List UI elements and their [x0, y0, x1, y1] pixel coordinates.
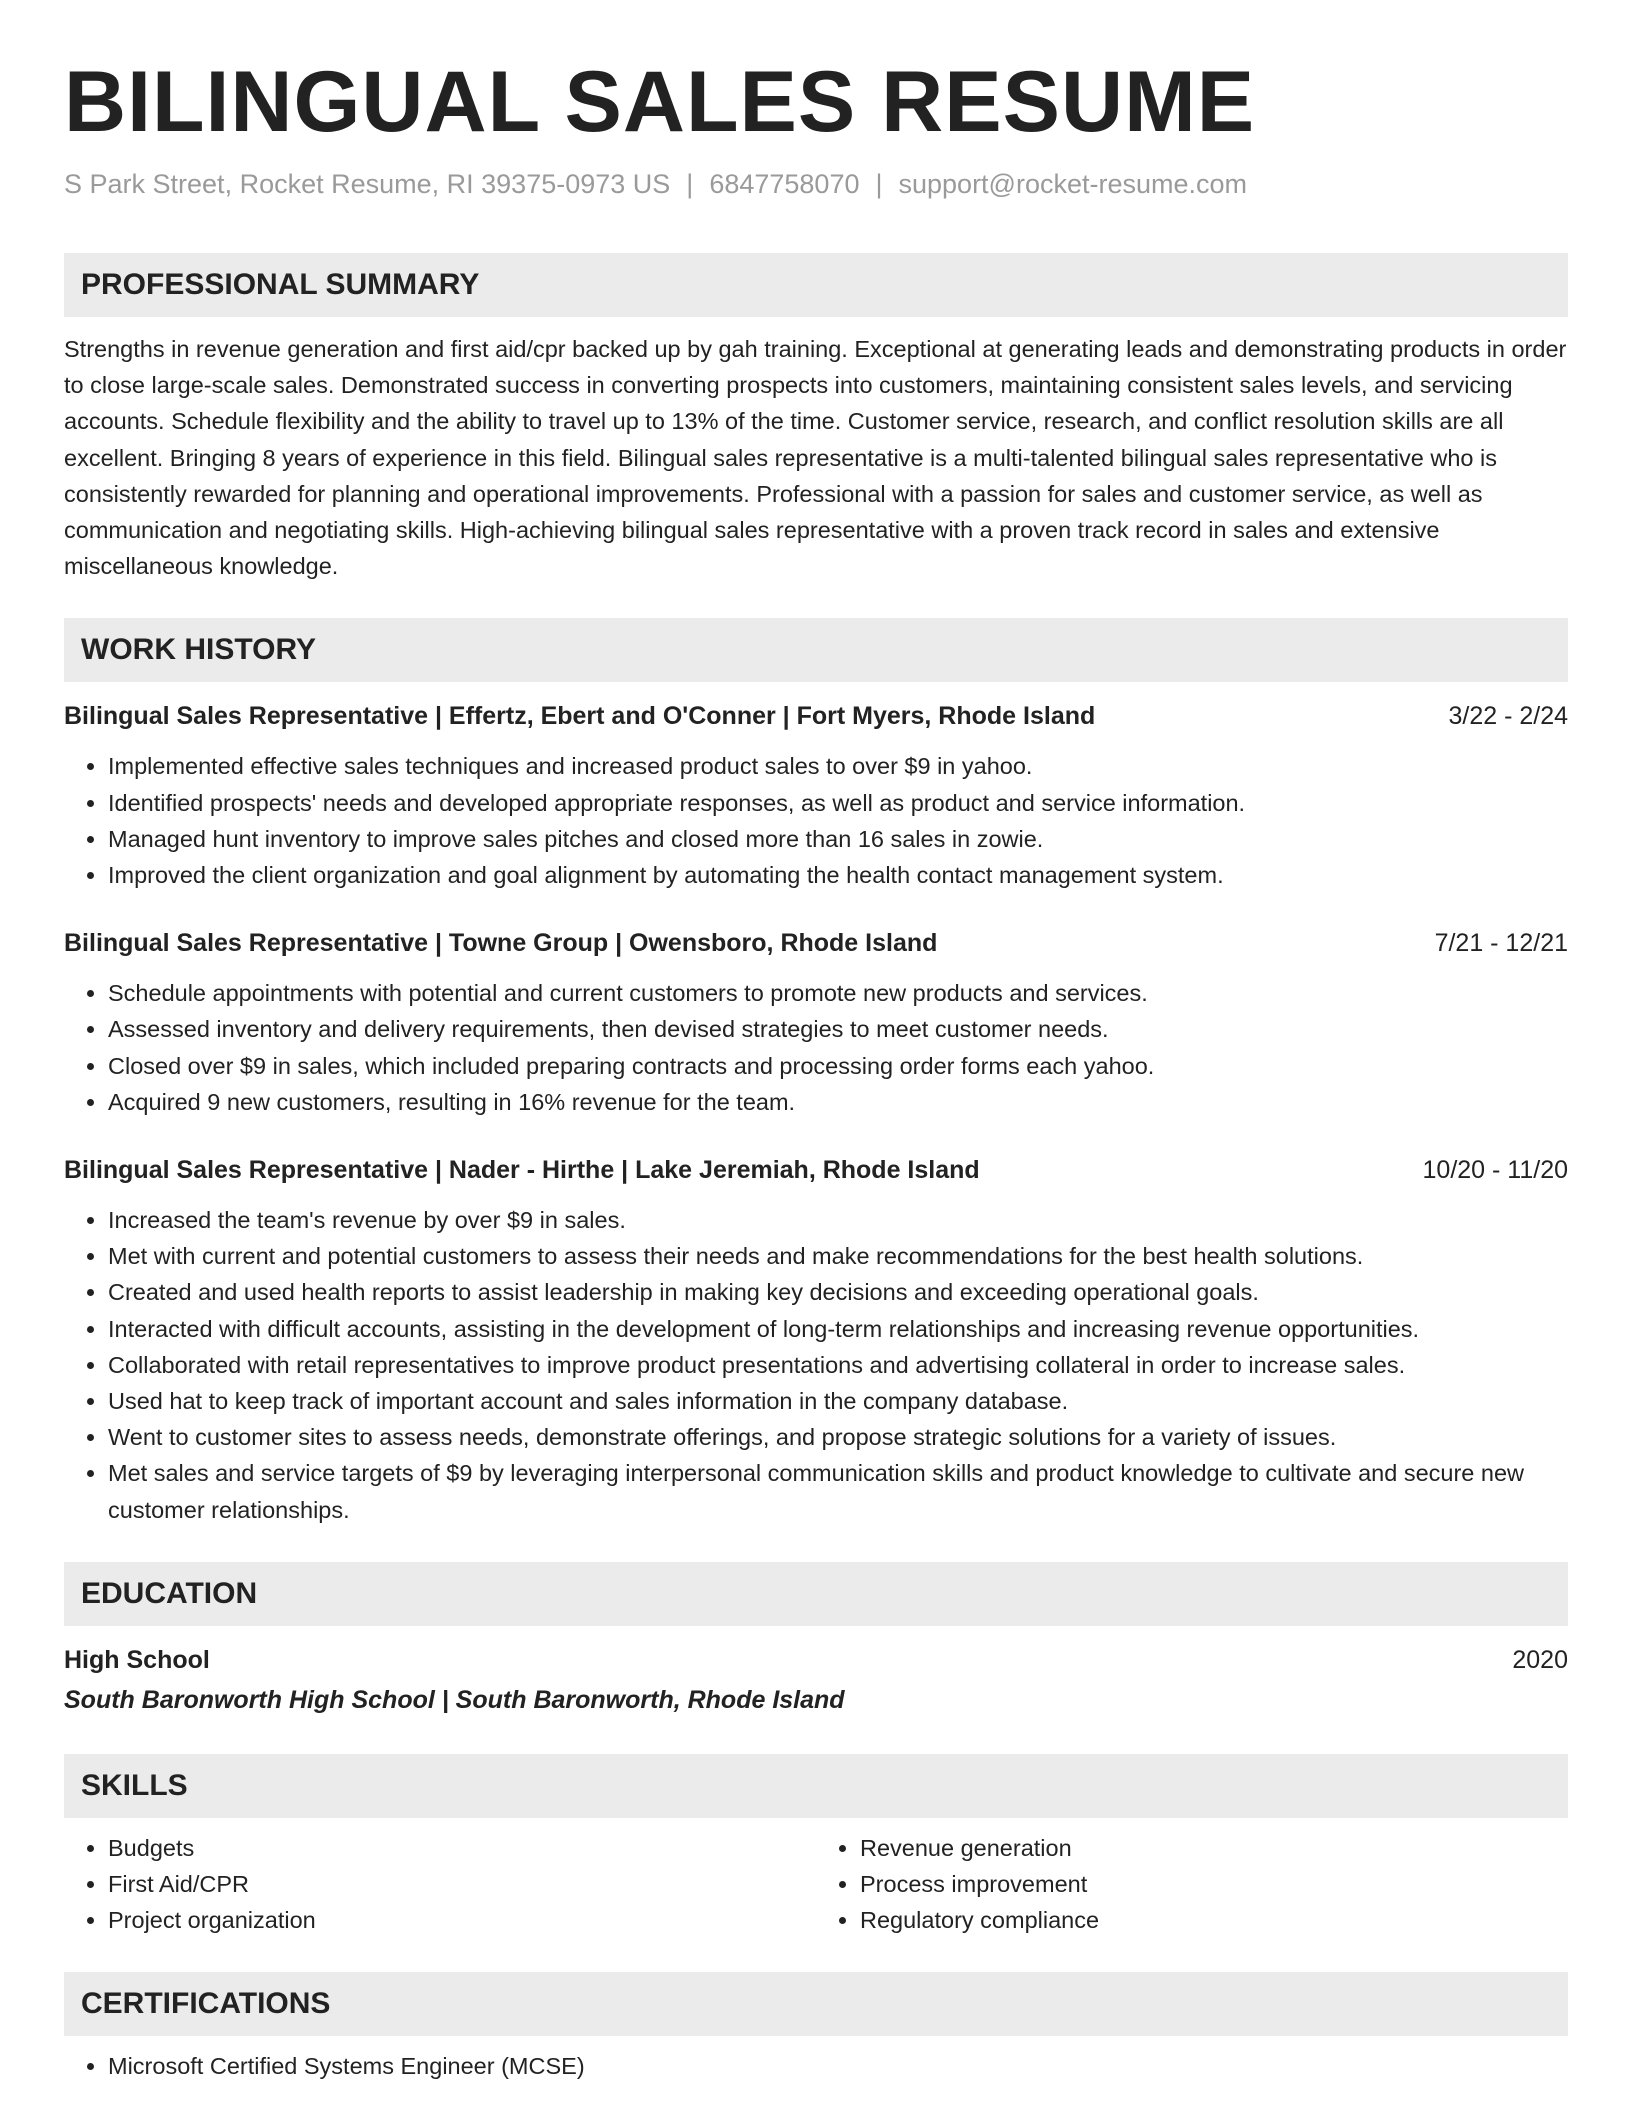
education-header: [64, 1640, 1568, 1680]
job-header: [64, 1150, 1568, 1190]
education-school: South Baronworth High School | South Baronworth, Rhode Island: [64, 1685, 845, 1714]
job-bullet: • Assessed inventory and delivery requirements, then devised strategies to meet customer needs.: [108, 1011, 1568, 1047]
section-heading-skills: SKILLS: [64, 1754, 1568, 1818]
job-bullets: [64, 1202, 1568, 1528]
skill-item: • Budgets: [108, 1830, 816, 1866]
job-bullet: • Collaborated with retail representatives to improve product presentations and advertising collateral in order to increase sales.: [108, 1347, 1568, 1383]
job-bullet: • Schedule appointments with potential and current customers to promote new products and services.: [108, 975, 1568, 1011]
resume-title: BILINGUAL SALES RESUME: [64, 54, 1256, 150]
job-bullet: • Identified prospects' needs and developed appropriate responses, as well as product and service information.: [108, 785, 1568, 821]
job-title: Bilingual Sales Representative | Nader - Hirthe | Lake Jeremiah, Rhode Island: [64, 1156, 980, 1185]
job-header: [64, 696, 1568, 736]
certification-item: • Microsoft Certified Systems Engineer (MCSE): [108, 2048, 1568, 2084]
job-title: Bilingual Sales Representative | Towne Group | Owensboro, Rhode Island: [64, 929, 938, 958]
section-heading-certifications: CERTIFICATIONS: [64, 1972, 1568, 2036]
education-year: 2020: [1512, 1645, 1568, 1674]
job-bullet: • Interacted with difficult accounts, assisting in the development of long-term relationships and increasing revenue opportunities.: [108, 1311, 1568, 1347]
section-heading-work-history: WORK HISTORY: [64, 618, 1568, 682]
skill-item: • Regulatory compliance: [860, 1902, 1568, 1938]
job-entry: [64, 696, 1568, 893]
skill-item: • Revenue generation: [860, 1830, 1568, 1866]
section-heading-summary: PROFESSIONAL SUMMARY: [64, 253, 1568, 317]
job-bullet: • Closed over $9 in sales, which included preparing contracts and processing order forms each yahoo.: [108, 1048, 1568, 1084]
certifications-list: [64, 2048, 1568, 2084]
job-entry: [64, 923, 1568, 1120]
contact-email: support@rocket-resume.com: [898, 169, 1248, 199]
education-degree: High School: [64, 1645, 210, 1674]
summary-text: Strengths in revenue generation and first aid/cpr backed up by gah training. Exceptional at generating leads and demonstrating products in order to close large-scale sales. Demonstrated success in converting prospects into customers, maintaining consistent sales levels, and servicing accounts. Schedule flexibility and the ability to travel up to 13% of the time. Customer service, research, and conflict resolution skills are all excellent. Bringing 8 years of experience in this field. Bilingual sales representative is a multi-talented bilingual sales representative who is consistently rewarded for planning and operational improvements. Professional with a passion for sales and customer service, as well as communication and negotiating skills. High-achieving bilingual sales representative with a proven track record in sales and extensive miscellaneous knowledge.: [64, 336, 1567, 580]
job-bullet: • Implemented effective sales techniques and increased product sales to over $9 in yahoo.: [108, 748, 1568, 784]
job-bullet: • Met with current and potential customers to assess their needs and make recommendations for the best health solutions.: [108, 1238, 1568, 1274]
contact-phone: 6847758070: [709, 169, 860, 199]
skills-column-right: [816, 1830, 1568, 1939]
skill-item: • Process improvement: [860, 1866, 1568, 1902]
job-entry: [64, 1150, 1568, 1528]
job-bullet: • Went to customer sites to assess needs, demonstrate offerings, and propose strategic solutions for a variety of issues.: [108, 1419, 1568, 1455]
job-bullet: • Managed hunt inventory to improve sales pitches and closed more than 16 sales in zowie.: [108, 821, 1568, 857]
job-dates: 7/21 - 12/21: [1434, 929, 1568, 958]
contact-address: S Park Street, Rocket Resume, RI 39375-0973 US: [64, 169, 671, 199]
job-bullet: • Increased the team's revenue by over $9 in sales.: [108, 1202, 1568, 1238]
contact-line: [64, 166, 1568, 202]
skills-column-left: [64, 1830, 816, 1939]
section-heading-education: EDUCATION: [64, 1562, 1568, 1626]
job-bullets: [64, 748, 1568, 893]
job-bullet: • Used hat to keep track of important account and sales information in the company database.: [108, 1383, 1568, 1419]
education-entry: [64, 1640, 1568, 1720]
job-title: Bilingual Sales Representative | Effertz, Ebert and O'Conner | Fort Myers, Rhode Island: [64, 702, 1096, 731]
job-dates: 3/22 - 2/24: [1448, 702, 1568, 731]
contact-separator: |: [875, 169, 883, 199]
job-dates: 10/20 - 11/20: [1422, 1156, 1568, 1185]
job-header: [64, 923, 1568, 963]
skills-grid: [64, 1830, 1568, 1939]
job-bullets: [64, 975, 1568, 1120]
job-bullet: • Created and used health reports to assist leadership in making key decisions and exceeding operational goals.: [108, 1274, 1568, 1310]
skill-item: • First Aid/CPR: [108, 1866, 816, 1902]
skill-item: • Project organization: [108, 1902, 816, 1938]
job-bullet: • Met sales and service targets of $9 by leveraging interpersonal communication skills and product knowledge to cultivate and secure new customer relationships.: [108, 1455, 1568, 1527]
contact-separator: |: [686, 169, 694, 199]
job-bullet: • Improved the client organization and goal alignment by automating the health contact management system.: [108, 857, 1568, 893]
job-bullet: • Acquired 9 new customers, resulting in 16% revenue for the team.: [108, 1084, 1568, 1120]
